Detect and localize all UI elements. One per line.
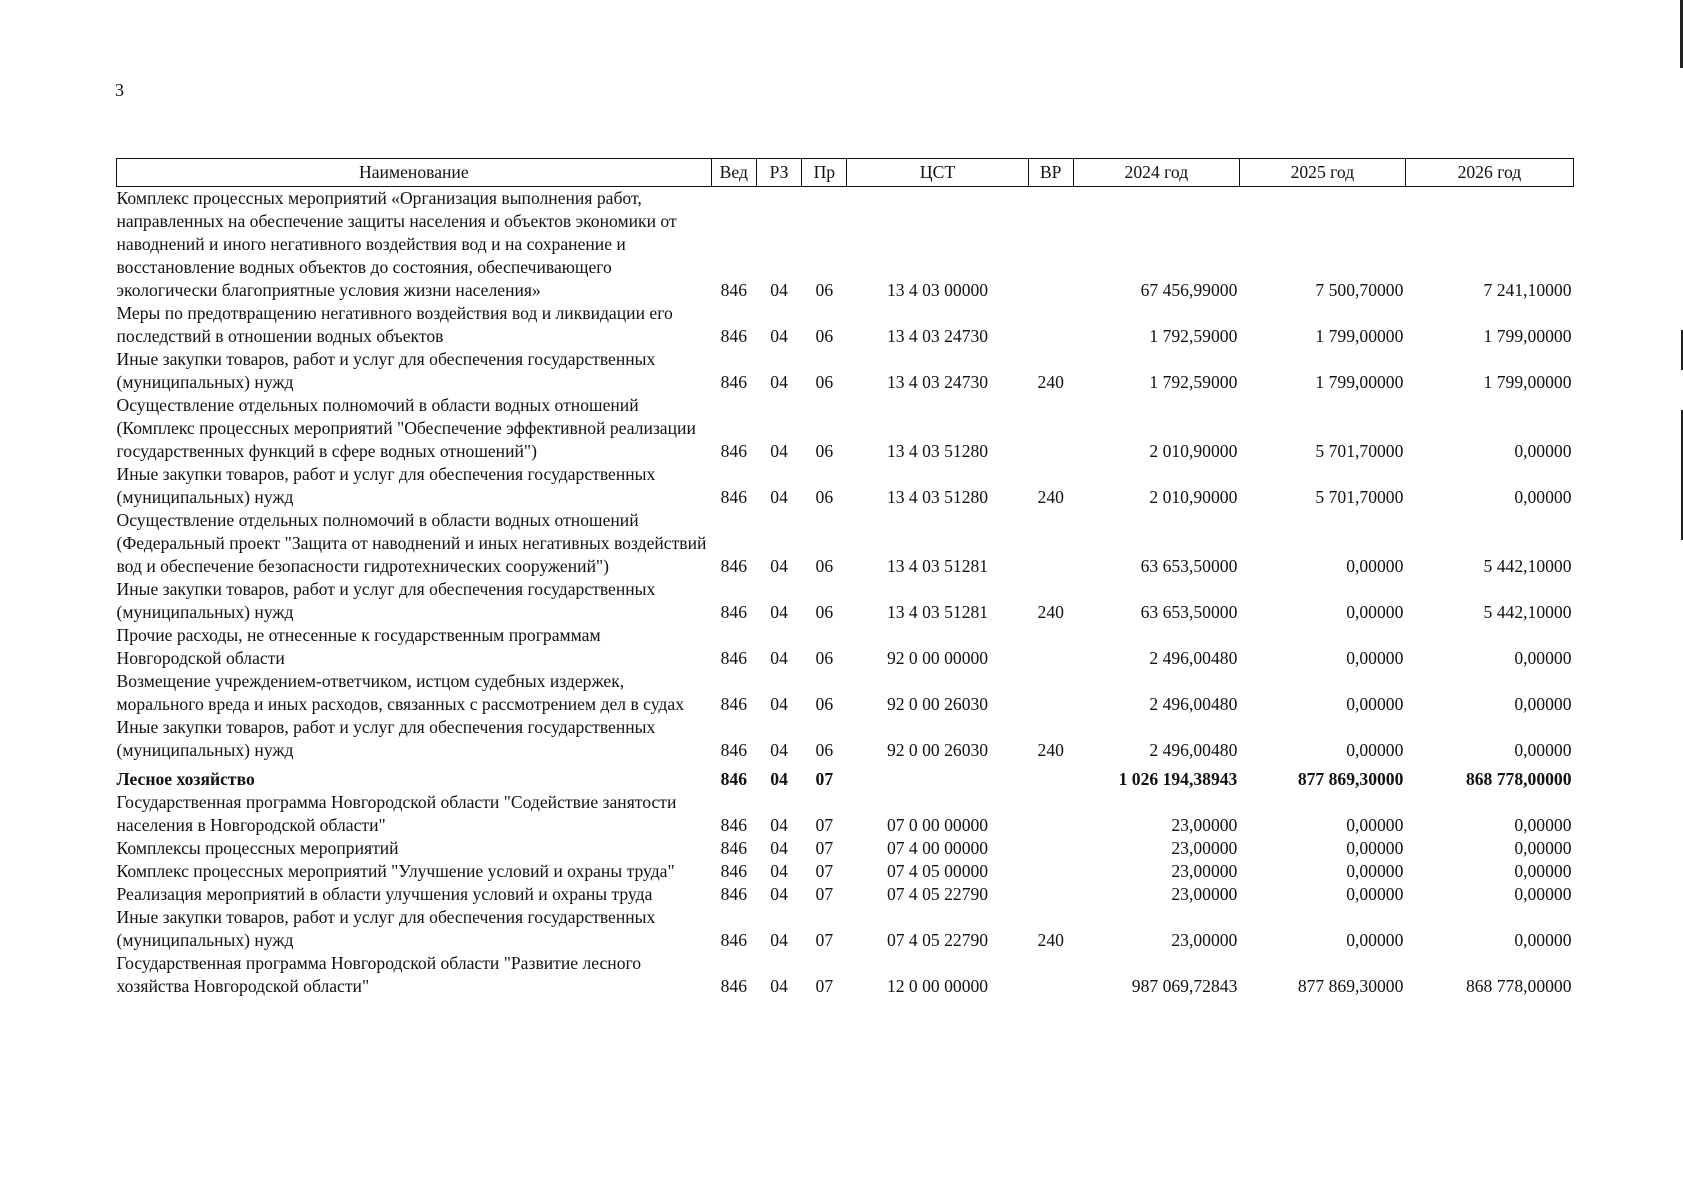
row-amount-2025: 7 500,70000 <box>1315 280 1404 300</box>
row-amount-2025: 5 701,70000 <box>1315 441 1404 461</box>
row-vr <box>1028 670 1073 716</box>
table-row <box>117 394 1574 463</box>
header-vr: ВР <box>1028 159 1073 187</box>
row-rz: 04 <box>770 976 788 996</box>
row-amount-2024: 987 069,72843 <box>1131 976 1238 996</box>
row-amount-2025: 877 869,30000 <box>1297 769 1404 789</box>
table-row <box>117 952 1574 998</box>
row-amount-2026: 0,00000 <box>1514 740 1572 760</box>
row-rz: 04 <box>770 884 788 904</box>
row-amount-2026: 5 442,10000 <box>1483 556 1572 576</box>
row-amount-2026: 0,00000 <box>1514 441 1572 461</box>
row-rz: 04 <box>770 769 788 789</box>
row-amount-2024: 2 496,00480 <box>1149 740 1238 760</box>
row-cst <box>847 762 1028 791</box>
row-amount-2026: 0,00000 <box>1514 861 1572 881</box>
row-pr: 07 <box>815 884 834 904</box>
row-rz: 04 <box>770 694 788 714</box>
table-row <box>117 463 1574 509</box>
row-amount-2026: 0,00000 <box>1514 487 1572 507</box>
row-ved: 846 <box>720 487 747 507</box>
row-amount-2026: 7 241,10000 <box>1483 280 1572 300</box>
row-ved: 846 <box>720 602 747 622</box>
row-amount-2025: 5 701,70000 <box>1315 487 1404 507</box>
row-pr: 06 <box>815 280 834 300</box>
row-amount-2025: 0,00000 <box>1346 740 1404 760</box>
row-vr <box>1028 187 1073 303</box>
row-ved: 846 <box>720 815 747 835</box>
row-rz: 04 <box>770 602 788 622</box>
row-amount-2026: 1 799,00000 <box>1483 326 1572 346</box>
row-vr <box>1028 624 1073 670</box>
row-amount-2024: 23,00000 <box>1171 930 1238 950</box>
row-vr <box>1028 791 1073 837</box>
row-pr: 06 <box>815 326 834 346</box>
row-ved: 846 <box>720 441 747 461</box>
header-cst: ЦСТ <box>847 159 1028 187</box>
header-pr: Пр <box>802 159 847 187</box>
row-pr: 06 <box>815 648 834 668</box>
row-ved: 846 <box>720 372 747 392</box>
row-name: Лесное хозяйство <box>116 769 255 789</box>
table-row <box>117 670 1574 716</box>
table-row <box>117 791 1574 837</box>
row-ved: 846 <box>720 884 747 904</box>
row-amount-2024: 2 010,90000 <box>1149 441 1238 461</box>
table-row <box>117 716 1574 762</box>
row-pr: 06 <box>815 441 834 461</box>
row-rz: 04 <box>770 280 788 300</box>
row-vr <box>1028 883 1073 906</box>
row-cst: 13 4 03 24730 <box>886 326 989 346</box>
row-amount-2025: 0,00000 <box>1346 602 1404 622</box>
row-cst: 92 0 00 26030 <box>886 694 989 714</box>
row-ved: 846 <box>720 280 747 300</box>
row-pr: 07 <box>815 838 834 858</box>
row-name: Государственная программа Новгородской области "Содействие занятости населения в Новгородской области" <box>116 792 677 835</box>
row-cst: 07 4 05 22790 <box>886 884 989 904</box>
row-pr: 07 <box>815 769 834 789</box>
row-amount-2024: 63 653,50000 <box>1140 602 1238 622</box>
row-amount-2025: 877 869,30000 <box>1297 976 1404 996</box>
row-vr <box>1028 860 1073 883</box>
header-2026: 2026 год <box>1405 159 1573 187</box>
row-cst: 07 4 00 00000 <box>886 838 989 858</box>
row-vr <box>1028 509 1073 578</box>
row-rz: 04 <box>770 861 788 881</box>
table-row <box>117 348 1574 394</box>
row-rz: 04 <box>770 372 788 392</box>
row-amount-2025: 0,00000 <box>1346 884 1404 904</box>
row-name: Осуществление отдельных полномочий в области водных отношений (Федеральный проект "Защита от наводнений и иных негативных воздействий вод и обеспечение безопасности гидротехнических сооружений") <box>116 510 707 576</box>
row-rz: 04 <box>770 740 788 760</box>
row-amount-2026: 0,00000 <box>1514 815 1572 835</box>
table-row <box>117 906 1574 952</box>
row-pr: 06 <box>815 487 834 507</box>
row-amount-2026: 0,00000 <box>1514 884 1572 904</box>
row-cst: 92 0 00 00000 <box>886 648 989 668</box>
row-amount-2026: 868 778,00000 <box>1465 769 1572 789</box>
header-name: Наименование <box>117 159 712 187</box>
row-ved: 846 <box>720 694 747 714</box>
row-cst: 13 4 03 51281 <box>886 556 989 576</box>
row-vr <box>1028 952 1073 998</box>
row-name: Иные закупки товаров, работ и услуг для обеспечения государственных (муниципальных) нужд <box>116 579 656 622</box>
row-pr: 07 <box>815 861 834 881</box>
row-pr: 07 <box>815 976 834 996</box>
table-row <box>117 187 1574 303</box>
row-name: Государственная программа Новгородской области "Развитие лесного хозяйства Новгородской области" <box>116 953 642 996</box>
row-rz: 04 <box>770 441 788 461</box>
row-cst: 13 4 03 51281 <box>886 602 989 622</box>
row-cst: 13 4 03 00000 <box>886 280 989 300</box>
row-amount-2024: 1 792,59000 <box>1149 326 1238 346</box>
row-ved: 846 <box>720 326 747 346</box>
row-amount-2024: 1 026 194,38943 <box>1118 769 1238 789</box>
row-rz: 04 <box>770 648 788 668</box>
row-ved: 846 <box>720 769 747 789</box>
row-amount-2025: 0,00000 <box>1346 861 1404 881</box>
row-rz: 04 <box>770 487 788 507</box>
row-ved: 846 <box>720 838 747 858</box>
row-name: Комплекс процессных мероприятий "Улучшение условий и охраны труда" <box>116 861 675 881</box>
row-pr: 06 <box>815 740 834 760</box>
row-pr: 07 <box>815 815 834 835</box>
row-amount-2026: 1 799,00000 <box>1483 372 1572 392</box>
row-amount-2026: 0,00000 <box>1514 648 1572 668</box>
table-row <box>117 302 1574 348</box>
row-amount-2024: 63 653,50000 <box>1140 556 1238 576</box>
row-cst: 92 0 00 26030 <box>886 740 989 760</box>
table-row <box>117 624 1574 670</box>
row-vr <box>1028 302 1073 348</box>
row-amount-2025: 0,00000 <box>1346 930 1404 950</box>
row-vr: 240 <box>1037 372 1064 392</box>
row-amount-2025: 0,00000 <box>1346 815 1404 835</box>
row-name: Иные закупки товаров, работ и услуг для обеспечения государственных (муниципальных) нужд <box>116 907 656 950</box>
row-pr: 06 <box>815 602 834 622</box>
table-header <box>117 159 1574 187</box>
row-cst: 07 0 00 00000 <box>886 815 989 835</box>
row-amount-2024: 23,00000 <box>1171 815 1238 835</box>
row-vr: 240 <box>1037 487 1064 507</box>
table-row <box>117 578 1574 624</box>
row-amount-2025: 1 799,00000 <box>1315 372 1404 392</box>
row-cst: 07 4 05 00000 <box>886 861 989 881</box>
row-amount-2026: 0,00000 <box>1514 838 1572 858</box>
row-vr <box>1028 762 1073 791</box>
row-name: Осуществление отдельных полномочий в области водных отношений (Комплекс процессных мероприятий "Обеспечение эффективной реализации государственных функций в сфере водных отношений") <box>116 395 696 461</box>
row-amount-2024: 23,00000 <box>1171 838 1238 858</box>
row-name: Реализация мероприятий в области улучшения условий и охраны труда <box>116 884 653 904</box>
table-row <box>117 762 1574 791</box>
row-amount-2025: 1 799,00000 <box>1315 326 1404 346</box>
row-name: Иные закупки товаров, работ и услуг для обеспечения государственных (муниципальных) нужд <box>116 717 656 760</box>
row-name: Меры по предотвращению негативного воздействия вод и ликвидации его последствий в отношении водных объектов <box>116 303 673 346</box>
row-name: Возмещение учреждением-ответчиком, истцом судебных издержек, морального вреда и иных расходов, связанных с рассмотрением дел в судах <box>116 671 684 714</box>
row-amount-2024: 2 010,90000 <box>1149 487 1238 507</box>
row-amount-2025: 0,00000 <box>1346 838 1404 858</box>
row-amount-2024: 2 496,00480 <box>1149 694 1238 714</box>
page-number: 3 <box>115 80 124 100</box>
row-cst: 13 4 03 51280 <box>886 487 989 507</box>
table-row <box>117 509 1574 578</box>
row-amount-2026: 868 778,00000 <box>1465 976 1572 996</box>
row-pr: 06 <box>815 694 834 714</box>
row-amount-2025: 0,00000 <box>1346 694 1404 714</box>
header-rz: РЗ <box>756 159 801 187</box>
row-pr: 06 <box>815 556 834 576</box>
row-amount-2024: 23,00000 <box>1171 861 1238 881</box>
row-ved: 846 <box>720 861 747 881</box>
row-ved: 846 <box>720 556 747 576</box>
table-body <box>117 187 1574 999</box>
row-vr: 240 <box>1037 740 1064 760</box>
header-ved: Вед <box>711 159 756 187</box>
row-amount-2024: 23,00000 <box>1171 884 1238 904</box>
row-ved: 846 <box>720 976 747 996</box>
row-amount-2024: 1 792,59000 <box>1149 372 1238 392</box>
row-amount-2024: 2 496,00480 <box>1149 648 1238 668</box>
header-2024: 2024 год <box>1073 159 1239 187</box>
row-amount-2024: 67 456,99000 <box>1140 280 1238 300</box>
row-vr <box>1028 394 1073 463</box>
row-name: Прочие расходы, не отнесенные к государственным программам Новгородской области <box>116 625 601 668</box>
row-cst: 07 4 05 22790 <box>886 930 989 950</box>
row-rz: 04 <box>770 930 788 950</box>
row-cst: 12 0 00 00000 <box>886 976 989 996</box>
row-name: Иные закупки товаров, работ и услуг для обеспечения государственных (муниципальных) нужд <box>116 349 656 392</box>
header-2025: 2025 год <box>1239 159 1405 187</box>
row-pr: 07 <box>815 930 834 950</box>
row-rz: 04 <box>770 556 788 576</box>
row-name: Комплексы процессных мероприятий <box>116 838 399 858</box>
row-amount-2026: 0,00000 <box>1514 694 1572 714</box>
table-row <box>117 860 1574 883</box>
table-row <box>117 837 1574 860</box>
row-rz: 04 <box>770 326 788 346</box>
row-vr: 240 <box>1037 930 1064 950</box>
row-vr: 240 <box>1037 602 1064 622</box>
row-amount-2026: 0,00000 <box>1514 930 1572 950</box>
row-ved: 846 <box>720 740 747 760</box>
row-amount-2025: 0,00000 <box>1346 556 1404 576</box>
row-rz: 04 <box>770 815 788 835</box>
row-amount-2025: 0,00000 <box>1346 648 1404 668</box>
row-vr <box>1028 837 1073 860</box>
row-name: Иные закупки товаров, работ и услуг для обеспечения государственных (муниципальных) нужд <box>116 464 656 507</box>
budget-table <box>116 158 1574 998</box>
row-amount-2026: 5 442,10000 <box>1483 602 1572 622</box>
row-pr: 06 <box>815 372 834 392</box>
row-rz: 04 <box>770 838 788 858</box>
row-cst: 13 4 03 24730 <box>886 372 989 392</box>
row-cst: 13 4 03 51280 <box>886 441 989 461</box>
table-row <box>117 883 1574 906</box>
row-ved: 846 <box>720 648 747 668</box>
row-name: Комплекс процессных мероприятий «Организация выполнения работ, направленных на обеспечение защиты населения и объектов экономики от наводнений и иного негативного воздействия вод и на сохранение и восстановление водных объектов до состояния, обеспечивающего экологически благоприятные условия жизни населения» <box>116 188 677 300</box>
row-ved: 846 <box>720 930 747 950</box>
